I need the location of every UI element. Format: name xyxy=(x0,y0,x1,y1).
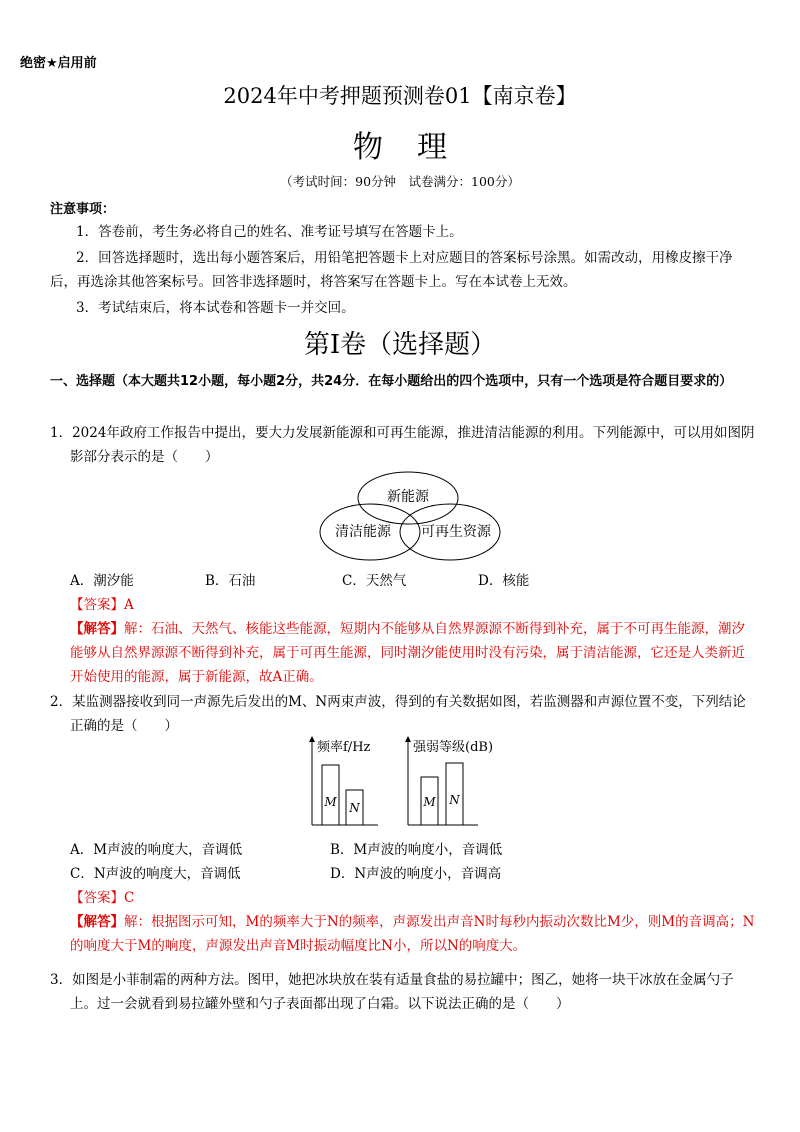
frequency-chart xyxy=(312,739,378,825)
q2-analysis-label: 【解答】 xyxy=(70,914,124,930)
q1-analysis-label: 【解答】 xyxy=(70,621,124,637)
question-3-stem: 3．如图是小菲制霜的两种方法。图甲，她把冰块放在装有适量食盐的易拉罐中；图乙，她将一块干冰放在金属勺子上。过一会就看到易拉罐外壁和勺子表面都出现了白霜。以下说法正确的是（ ） xyxy=(50,972,734,1012)
loudness-bar-n-label: N xyxy=(449,793,460,807)
q2-analysis-text: 解：根据图示可知，M的频率大于N的频率，声源发出声音N时每秒内振动次数比M少，则M的音调高；N的响度大于M的响度，声源发出声音M时振动幅度比N小，所以N的响度大。 xyxy=(70,914,755,954)
notice-item-1: 1．答卷前，考生务必将自己的姓名、准考证号填写在答题卡上。 xyxy=(76,224,463,240)
frequency-bar-n-label: N xyxy=(349,801,360,815)
loudness-bar-m-label: M xyxy=(423,795,436,809)
q2-option-b: B．M声波的响度小，音调低 xyxy=(330,842,503,858)
q1-option-b: B．石油 xyxy=(205,573,256,589)
q2-option-c: C．N声波的响度大，音调低 xyxy=(70,866,241,882)
paper-title: 2024年中考押题预测卷01【南京卷】 xyxy=(223,84,577,108)
part-title: 第Ⅰ卷（选择题） xyxy=(303,330,497,360)
loudness-chart xyxy=(408,739,493,825)
notice-item-3: 3．考试结束后，将本试卷和答题卡一并交回。 xyxy=(76,300,355,316)
q1-analysis xyxy=(70,617,755,689)
q1-option-d: D．核能 xyxy=(478,573,530,589)
q2-analysis xyxy=(70,910,755,958)
q2-answer: 【答案】C xyxy=(70,890,135,906)
exam-time-info: （考试时间：90分钟 试卷满分：100分） xyxy=(280,174,520,189)
venn-label-clean-energy: 清洁能源 xyxy=(335,524,391,540)
q2-option-d: D．N声波的响度小，音调高 xyxy=(330,866,502,882)
notice-item-2: 2．回答选择题时，选出每小题答案后，用铅笔把答题卡上对应题目的答案标号涂黑。如需改动，用橡皮擦干净后，再选涂其他答案标号。回答非选择题时，将答案写在答题卡上。写在本试卷上无效。 xyxy=(50,250,733,290)
q1-analysis-text: 解：石油、天然气、核能这些能源，短期内不能够从自然界源源不断得到补充，属于不可再生能源，潮汐能够从自然界源源不断得到补充，属于可再生能源，同时潮汐能使用时没有污染，属于清洁能源，它还是人类新近开始使用的能源，属于新能源，故A正确。 xyxy=(70,621,745,685)
venn-diagram xyxy=(318,470,503,568)
frequency-bar-m-label: M xyxy=(324,795,337,809)
section-heading: 一、选择题（本大题共12小题，每小题2分，共24分．在每小题给出的四个选项中，只有一个选项是符合题目要求的） xyxy=(50,374,733,389)
question-1-stem: 1．2024年政府工作报告中提出，要大力发展新能源和可再生能源，推进清洁能源的利用。下列能源中，可以用如图阴影部分表示的是（ ） xyxy=(50,425,755,465)
loudness-axis-label: 强弱等级(dB) xyxy=(413,740,494,755)
q1-answer: 【答案】A xyxy=(70,597,134,613)
q2-charts xyxy=(300,735,505,830)
q2-option-a: A．M声波的响度大，音调低 xyxy=(70,842,243,858)
venn-label-renewable: 可再生资源 xyxy=(421,524,491,540)
subject-title: 物理 xyxy=(353,130,481,165)
q1-option-a: A．潮汐能 xyxy=(70,573,134,589)
notice-heading: 注意事项： xyxy=(50,202,116,217)
q1-option-c: C．天然气 xyxy=(342,573,407,589)
secret-mark: 绝密★启用前 xyxy=(20,56,97,71)
question-2-stem: 2．某监测器接收到同一声源先后发出的M、N两束声波，得到的有关数据如图，若监测器和声源位置不变，下列结论正确的是（ ） xyxy=(50,694,746,734)
venn-label-new-energy: 新能源 xyxy=(387,489,429,505)
frequency-axis-label: 频率f/Hz xyxy=(317,740,371,755)
